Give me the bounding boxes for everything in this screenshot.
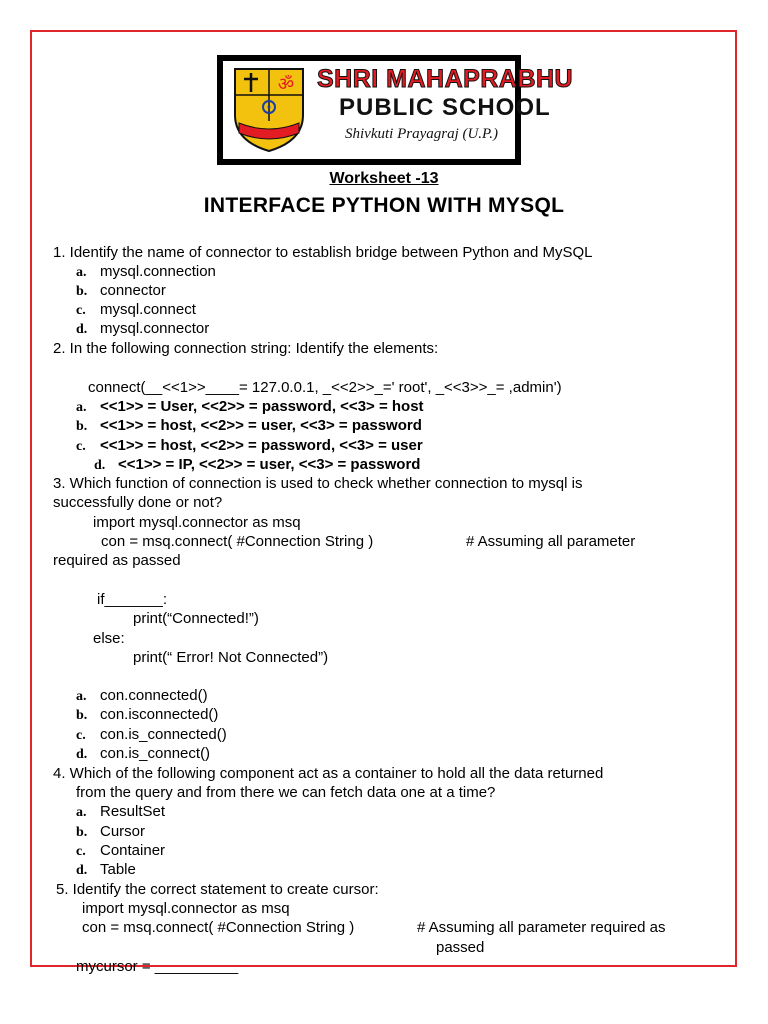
option-letter: c. [76,844,86,859]
question-2: 2. In the following connection string: Identify the elements: [53,340,439,357]
q2-option-a [76,398,424,417]
option-letter: b. [76,419,88,434]
q3-code-print-connected: print(“Connected!”) [133,610,259,627]
option-text: Table [100,861,136,878]
school-name-line1: SHRI MAHAPRABHU [317,65,574,93]
q3-option-d [76,745,210,764]
q1-option-d [76,320,209,339]
q3-option-b [76,706,218,725]
option-letter: b. [76,284,88,299]
q5-code-comment: # Assuming all parameter required as [417,919,666,936]
option-letter: a. [76,265,87,280]
option-letter: d. [76,863,88,878]
q3-code-import: import mysql.connector as msq [93,514,301,531]
option-letter: c. [76,439,86,454]
q4-option-b [76,823,145,842]
option-text: con.is_connected() [100,726,227,743]
question-3-line2: successfully done or not? [53,494,223,511]
question-1: 1. Identify the name of connector to establish bridge between Python and MySQL [53,244,593,261]
option-text: mysql.connector [100,320,210,337]
q3-code-comment-cont: required as passed [53,552,181,569]
q5-code-import: import mysql.connector as msq [82,900,290,917]
school-emblem-icon [229,65,309,153]
option-letter: a. [76,689,87,704]
q1-option-c [76,301,196,320]
question-4-line1: 4. Which of the following component act as a container to hold all the data returned [53,765,604,782]
q4-option-c [76,842,165,861]
option-letter: c. [76,728,86,743]
q1-option-a [76,263,216,282]
q1-option-b [76,282,166,301]
option-text: con.is_connect() [100,745,211,762]
option-text: <<1>> = IP, <<2>> = user, <<3> = password [118,456,421,473]
option-text: Container [100,842,166,859]
q5-code-cursor: mycursor = __________ [76,958,239,975]
q3-code-connect: con = msq.connect( #Connection String ) [101,533,374,550]
worksheet-title: INTERFACE PYTHON WITH MYSQL [203,194,565,217]
question-4-line2: from the query and from there we can fetch data one at a time? [76,784,496,801]
option-letter: a. [76,805,87,820]
q2-option-d [94,456,420,475]
q3-option-c [76,726,227,745]
option-text: <<1>> = host, <<2>> = user, <<3> = password [100,417,422,434]
option-text: <<1>> = User, <<2>> = password, <<3> = host [100,398,424,415]
q2-option-b [76,417,422,436]
q3-option-a [76,687,208,706]
option-letter: d. [76,747,88,762]
school-logo [217,55,574,165]
q3-code-else: else: [93,630,125,647]
option-text: Cursor [100,823,146,840]
option-letter: d. [76,322,88,337]
option-text: ResultSet [100,803,166,820]
q4-option-a [76,803,165,822]
option-letter: c. [76,303,86,318]
q5-code-connect: con = msq.connect( #Connection String ) [82,919,355,936]
q3-code-comment: # Assuming all parameter [466,533,636,550]
option-text: mysql.connection [100,263,216,280]
svg-text:ॐ: ॐ [277,74,295,95]
worksheet-label: Worksheet -13 [329,170,439,187]
q4-option-d [76,861,136,880]
q5-code-comment-cont: passed [436,939,485,956]
option-letter: b. [76,825,88,840]
q3-code-print-error: print(“ Error! Not Connected”) [133,649,329,666]
option-text: con.connected() [100,687,208,704]
option-text: connector [100,282,166,299]
option-text: mysql.connect [100,301,196,318]
question-5: 5. Identify the correct statement to create cursor: [56,881,379,898]
q2-option-c [76,437,423,456]
option-text: con.isconnected() [100,706,219,723]
school-location: Shivkuti Prayagraj (U.P.) [345,126,499,142]
q3-code-if: if_______: [97,591,168,608]
option-letter: d. [94,458,106,473]
school-name-line2: PUBLIC SCHOOL [339,94,551,121]
question-3-line1: 3. Which function of connection is used to check whether connection to mysql is [53,475,583,492]
option-text: <<1>> = host, <<2>> = password, <<3> = user [100,437,423,454]
q2-code: connect(__<<1>>____= 127.0.0.1, _<<2>>_=' root', _<<3>>_= ,admin') [88,379,562,396]
option-letter: b. [76,708,88,723]
option-letter: a. [76,400,87,415]
